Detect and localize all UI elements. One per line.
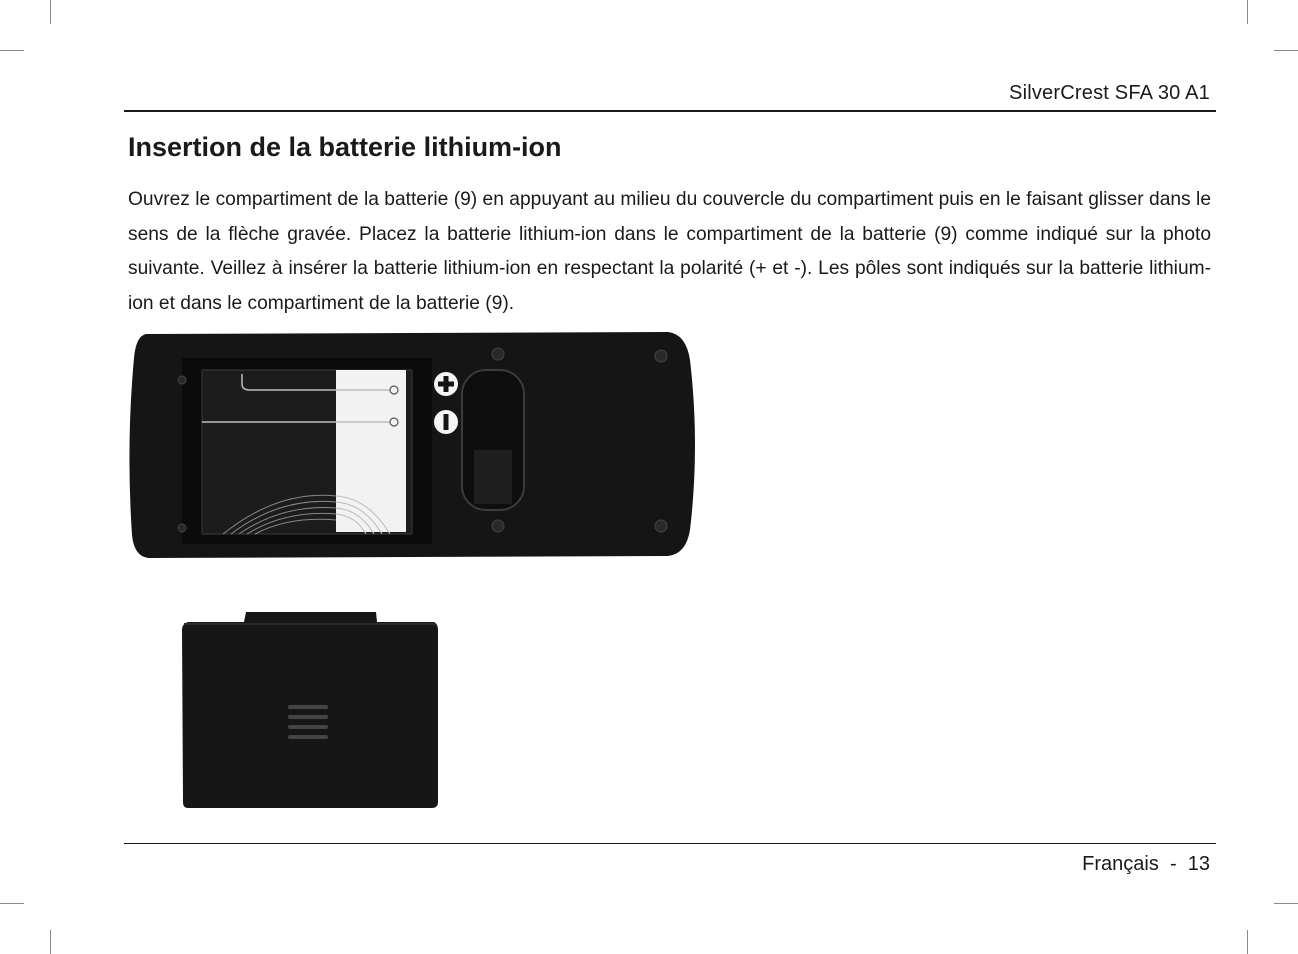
crop-mark xyxy=(1274,50,1298,51)
crop-mark xyxy=(1247,0,1248,24)
battery-cover-photo xyxy=(180,612,440,812)
crop-mark xyxy=(1247,930,1248,954)
plus-polarity-icon xyxy=(434,372,458,396)
crop-mark xyxy=(50,930,51,954)
footer-rule xyxy=(124,843,1216,844)
page-number: 13 xyxy=(1187,853,1210,875)
section-title: Insertion de la batterie lithium-ion xyxy=(128,132,562,162)
crop-mark xyxy=(0,903,24,904)
running-header: SilverCrest SFA 30 A1 xyxy=(1009,82,1210,104)
minus-polarity-icon xyxy=(434,410,458,434)
battery-compartment-photo xyxy=(128,330,703,562)
footer-separator: - xyxy=(1169,853,1177,875)
crop-mark xyxy=(50,0,51,24)
instruction-paragraph: Ouvrez le compartiment de la batterie (9) en appuyant au milieu du couvercle du compartiment puis en le faisant glisser dans le sens de la flèche gravée. Placez la batterie lithium-ion dans le compartiment de la batterie (9) comme indiqué sur la photo suivante. Veillez à insérer la batterie lithium-ion en respectant la polarité (+ et -). Les pôles sont indiqués sur la batterie lithium-ion et dans le compartiment de la batterie (9). xyxy=(128,189,1211,314)
crop-mark xyxy=(1274,903,1298,904)
footer-language: Français xyxy=(1082,853,1159,875)
page-footer xyxy=(1082,853,1210,876)
header-rule xyxy=(124,110,1216,112)
crop-mark xyxy=(0,50,24,51)
